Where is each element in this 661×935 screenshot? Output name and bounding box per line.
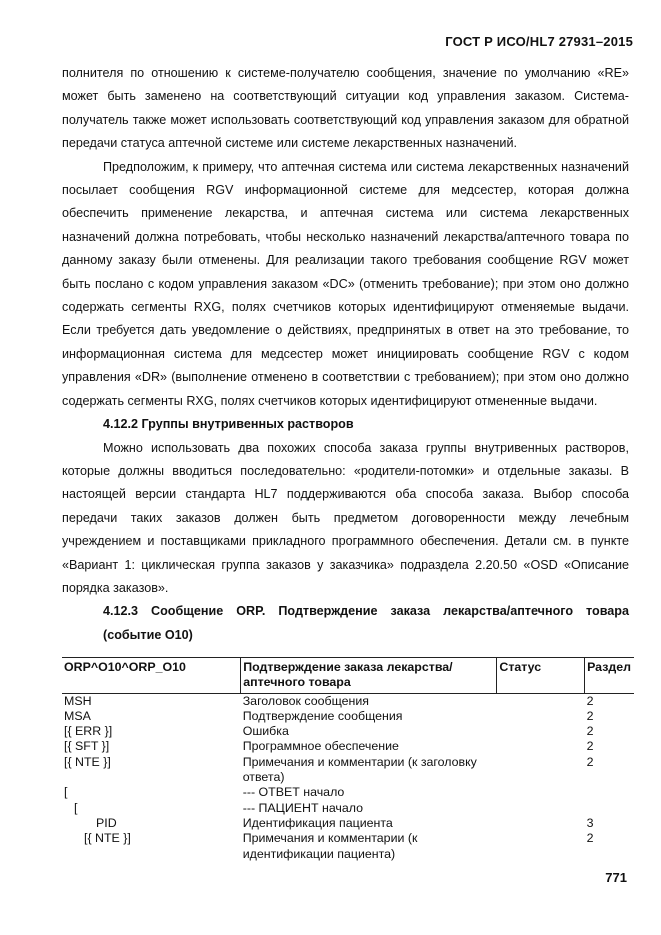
table-row <box>62 693 634 709</box>
status-cell <box>497 709 585 724</box>
column-header: ORP^O10^ORP_O10 <box>62 658 241 694</box>
table-row <box>62 709 634 724</box>
table-header-row <box>62 658 634 694</box>
column-header: Статус <box>497 658 585 694</box>
description-cell: --- ОТВЕТ начало <box>242 785 345 800</box>
description-cell: Подтверждение сообщения <box>242 708 403 723</box>
table-row <box>62 816 634 831</box>
table-row <box>62 755 634 786</box>
description-cell: Ошибка <box>242 724 289 739</box>
section-heading: 4.12.3 Сообщение ORP. Подтверждение заказа лекарства/аптечного товара (событие O10) <box>103 604 629 642</box>
segment-cell: PID <box>96 815 117 830</box>
status-cell <box>497 693 585 709</box>
section-cell <box>585 801 634 816</box>
description-cell: Программное обеспечение <box>242 739 399 754</box>
section-cell <box>585 785 634 800</box>
segment-cell: [{ NTE }] <box>64 754 111 769</box>
table-row <box>62 785 634 800</box>
section-cell: 3 <box>586 815 594 830</box>
description-cell: --- ПАЦИЕНТ начало <box>242 800 364 815</box>
segment-cell: MSA <box>64 708 91 723</box>
status-cell <box>497 724 585 739</box>
section-heading: 4.12.2 Группы внутривенных растворов <box>103 417 354 432</box>
segment-cell: [ <box>74 800 78 815</box>
segment-cell: [{ SFT }] <box>64 739 110 754</box>
body-text <box>62 62 629 647</box>
section-cell: 2 <box>586 739 594 754</box>
status-cell <box>497 739 585 754</box>
status-cell <box>497 831 585 862</box>
message-structure-table <box>62 657 634 862</box>
section-cell: 2 <box>586 693 594 708</box>
section-cell: 2 <box>586 708 594 723</box>
section-cell: 2 <box>586 754 594 769</box>
description-cell: Заголовок сообщения <box>242 693 370 708</box>
segment-cell: [{ ERR }] <box>64 724 113 739</box>
table-row <box>62 724 634 739</box>
section-cell: 2 <box>586 724 594 739</box>
table-row <box>62 739 634 754</box>
status-cell <box>497 816 585 831</box>
running-header: ГОСТ Р ИСО/HL7 27931–2015 <box>445 34 633 49</box>
status-cell <box>497 801 585 816</box>
description-cell: Примечания и комментарии (к идентификации пациента) <box>242 831 418 861</box>
segment-cell: MSH <box>64 693 92 708</box>
page-number: 771 <box>605 870 627 885</box>
status-cell <box>497 755 585 786</box>
column-header: Раздел <box>585 658 634 694</box>
segment-cell: [ <box>64 785 68 800</box>
table-row <box>62 831 634 862</box>
status-cell <box>497 785 585 800</box>
paragraph: полнителя по отношению к системе-получателю сообщения, значение по умолчанию «RE» может быть заменено на соответствующий ситуации код управления заказом. Система-получатель также может использовать соответствующий код управления заказом для обратной передачи статуса аптечной системе или системе лекарственных назначений. <box>62 66 629 151</box>
section-cell: 2 <box>586 831 594 846</box>
segment-cell: [{ NTE }] <box>84 831 131 846</box>
paragraph: Предположим, к примеру, что аптечная система или система лекарственных назначений посылает сообщения RGV информационной системе для медсестер, которая должна обеспечить применение лекарства, и аптечная система или система лекарственных назначений должна потребовать, чтобы несколько назначений лекарства/аптечного товара по данному заказу были отменены. Для реализации такого требования сообщение RGV может быть послано с кодом управления заказом «DC» (отменить требование); при этом оно должно содержать сегменты RXG, полях счетчиков которых идентифицируют отменяемые выдачи. Если требуется дать уведомление о действиях, предпринятых в ответ на это требование, то информационная система для медсестер может инициировать сообщение RGV с кодом управления «DR» (выполнение отменено в соответствии с требованием); при этом оно должно содержать сегменты RXG, полях счетчиков которых идентифицируют отмененные выдачи. <box>62 159 629 408</box>
table-row <box>62 801 634 816</box>
description-cell: Идентификация пациента <box>242 815 393 830</box>
column-header: Подтверждение заказа лекарства/аптечного товара <box>241 658 497 694</box>
description-cell: Примечания и комментарии (к заголовку ответа) <box>242 754 477 785</box>
paragraph: Можно использовать два похожих способа заказа группы внутривенных растворов, которые должны вводиться последовательно: «родители-потомки» и отдельные заказы. В настоящей версии стандарта HL7 поддерживаются оба способа заказа. Выбор способа передачи таких заказов должен быть предметом договоренности между лечебным учреждением и поставщиками прикладного программного обеспечения. Детали см. в пункте «Вариант 1: циклическая группа заказов у заказчика» подраздела 2.20.50 «OSD «Описание порядка заказов». <box>62 440 629 595</box>
